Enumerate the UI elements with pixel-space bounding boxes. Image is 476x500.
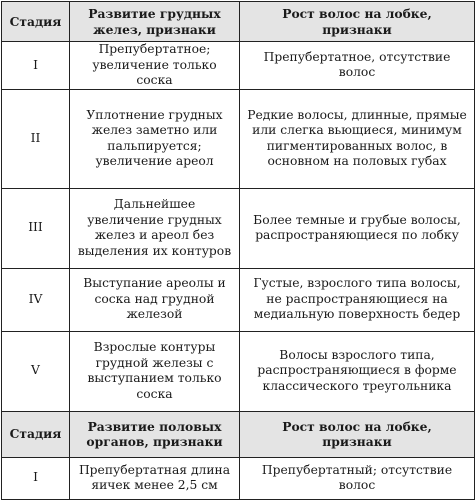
puberty-stages-table: [1, 1, 475, 500]
header-row-breast: [2, 2, 475, 42]
table-row: [2, 457, 475, 499]
stage-cell: II: [2, 89, 70, 188]
header-pubic-hair-cell: Рост волос на лобке, признаки: [240, 411, 475, 457]
table-row: [2, 42, 475, 90]
genital-development-cell: Препубертатная длина яичек менее 2,5 см: [70, 457, 240, 499]
stage-cell: V: [2, 331, 70, 411]
table-row: [2, 268, 475, 331]
pubic-hair-cell: Густые, взрослого типа волосы, не распространяющиеся на медиальную поверхность бедер: [240, 268, 475, 331]
breast-development-cell: Дальнейшее увеличение грудных желез и ареол без выделения их контуров: [70, 188, 240, 268]
breast-development-cell: Взрослые контуры грудной железы с выступанием только соска: [70, 331, 240, 411]
stage-cell: IV: [2, 268, 70, 331]
breast-development-cell: Препубертатное; увеличение только соска: [70, 42, 240, 90]
breast-development-cell: Уплотнение грудных желез заметно или пальпируется; увеличение ареол: [70, 89, 240, 188]
header-breast-development-cell: Развитие грудных желез, признаки: [70, 2, 240, 42]
header-stage-cell: Стадия: [2, 411, 70, 457]
pubic-hair-cell: Более темные и грубые волосы, распространяющиеся по лобку: [240, 188, 475, 268]
stage-cell: I: [2, 457, 70, 499]
stage-cell: III: [2, 188, 70, 268]
pubic-hair-cell: Волосы взрослого типа, распространяющиеся в форме классического треугольника: [240, 331, 475, 411]
pubic-hair-cell: Препубертатное, отсутствие волос: [240, 42, 475, 90]
stage-cell: I: [2, 42, 70, 90]
table-row: [2, 89, 475, 188]
table-row: [2, 188, 475, 268]
pubic-hair-cell: Препубертатный; отсутствие волос: [240, 457, 475, 499]
pubic-hair-cell: Редкие волосы, длинные, прямые или слегка вьющиеся, минимум пигментированных волос, в основном на половых губах: [240, 89, 475, 188]
header-stage-cell: Стадия: [2, 2, 70, 42]
breast-development-cell: Выступание ареолы и соска над грудной железой: [70, 268, 240, 331]
table-row: [2, 331, 475, 411]
header-row-genital: [2, 411, 475, 457]
header-pubic-hair-cell: Рост волос на лобке, признаки: [240, 2, 475, 42]
header-genital-development-cell: Развитие половых органов, признаки: [70, 411, 240, 457]
